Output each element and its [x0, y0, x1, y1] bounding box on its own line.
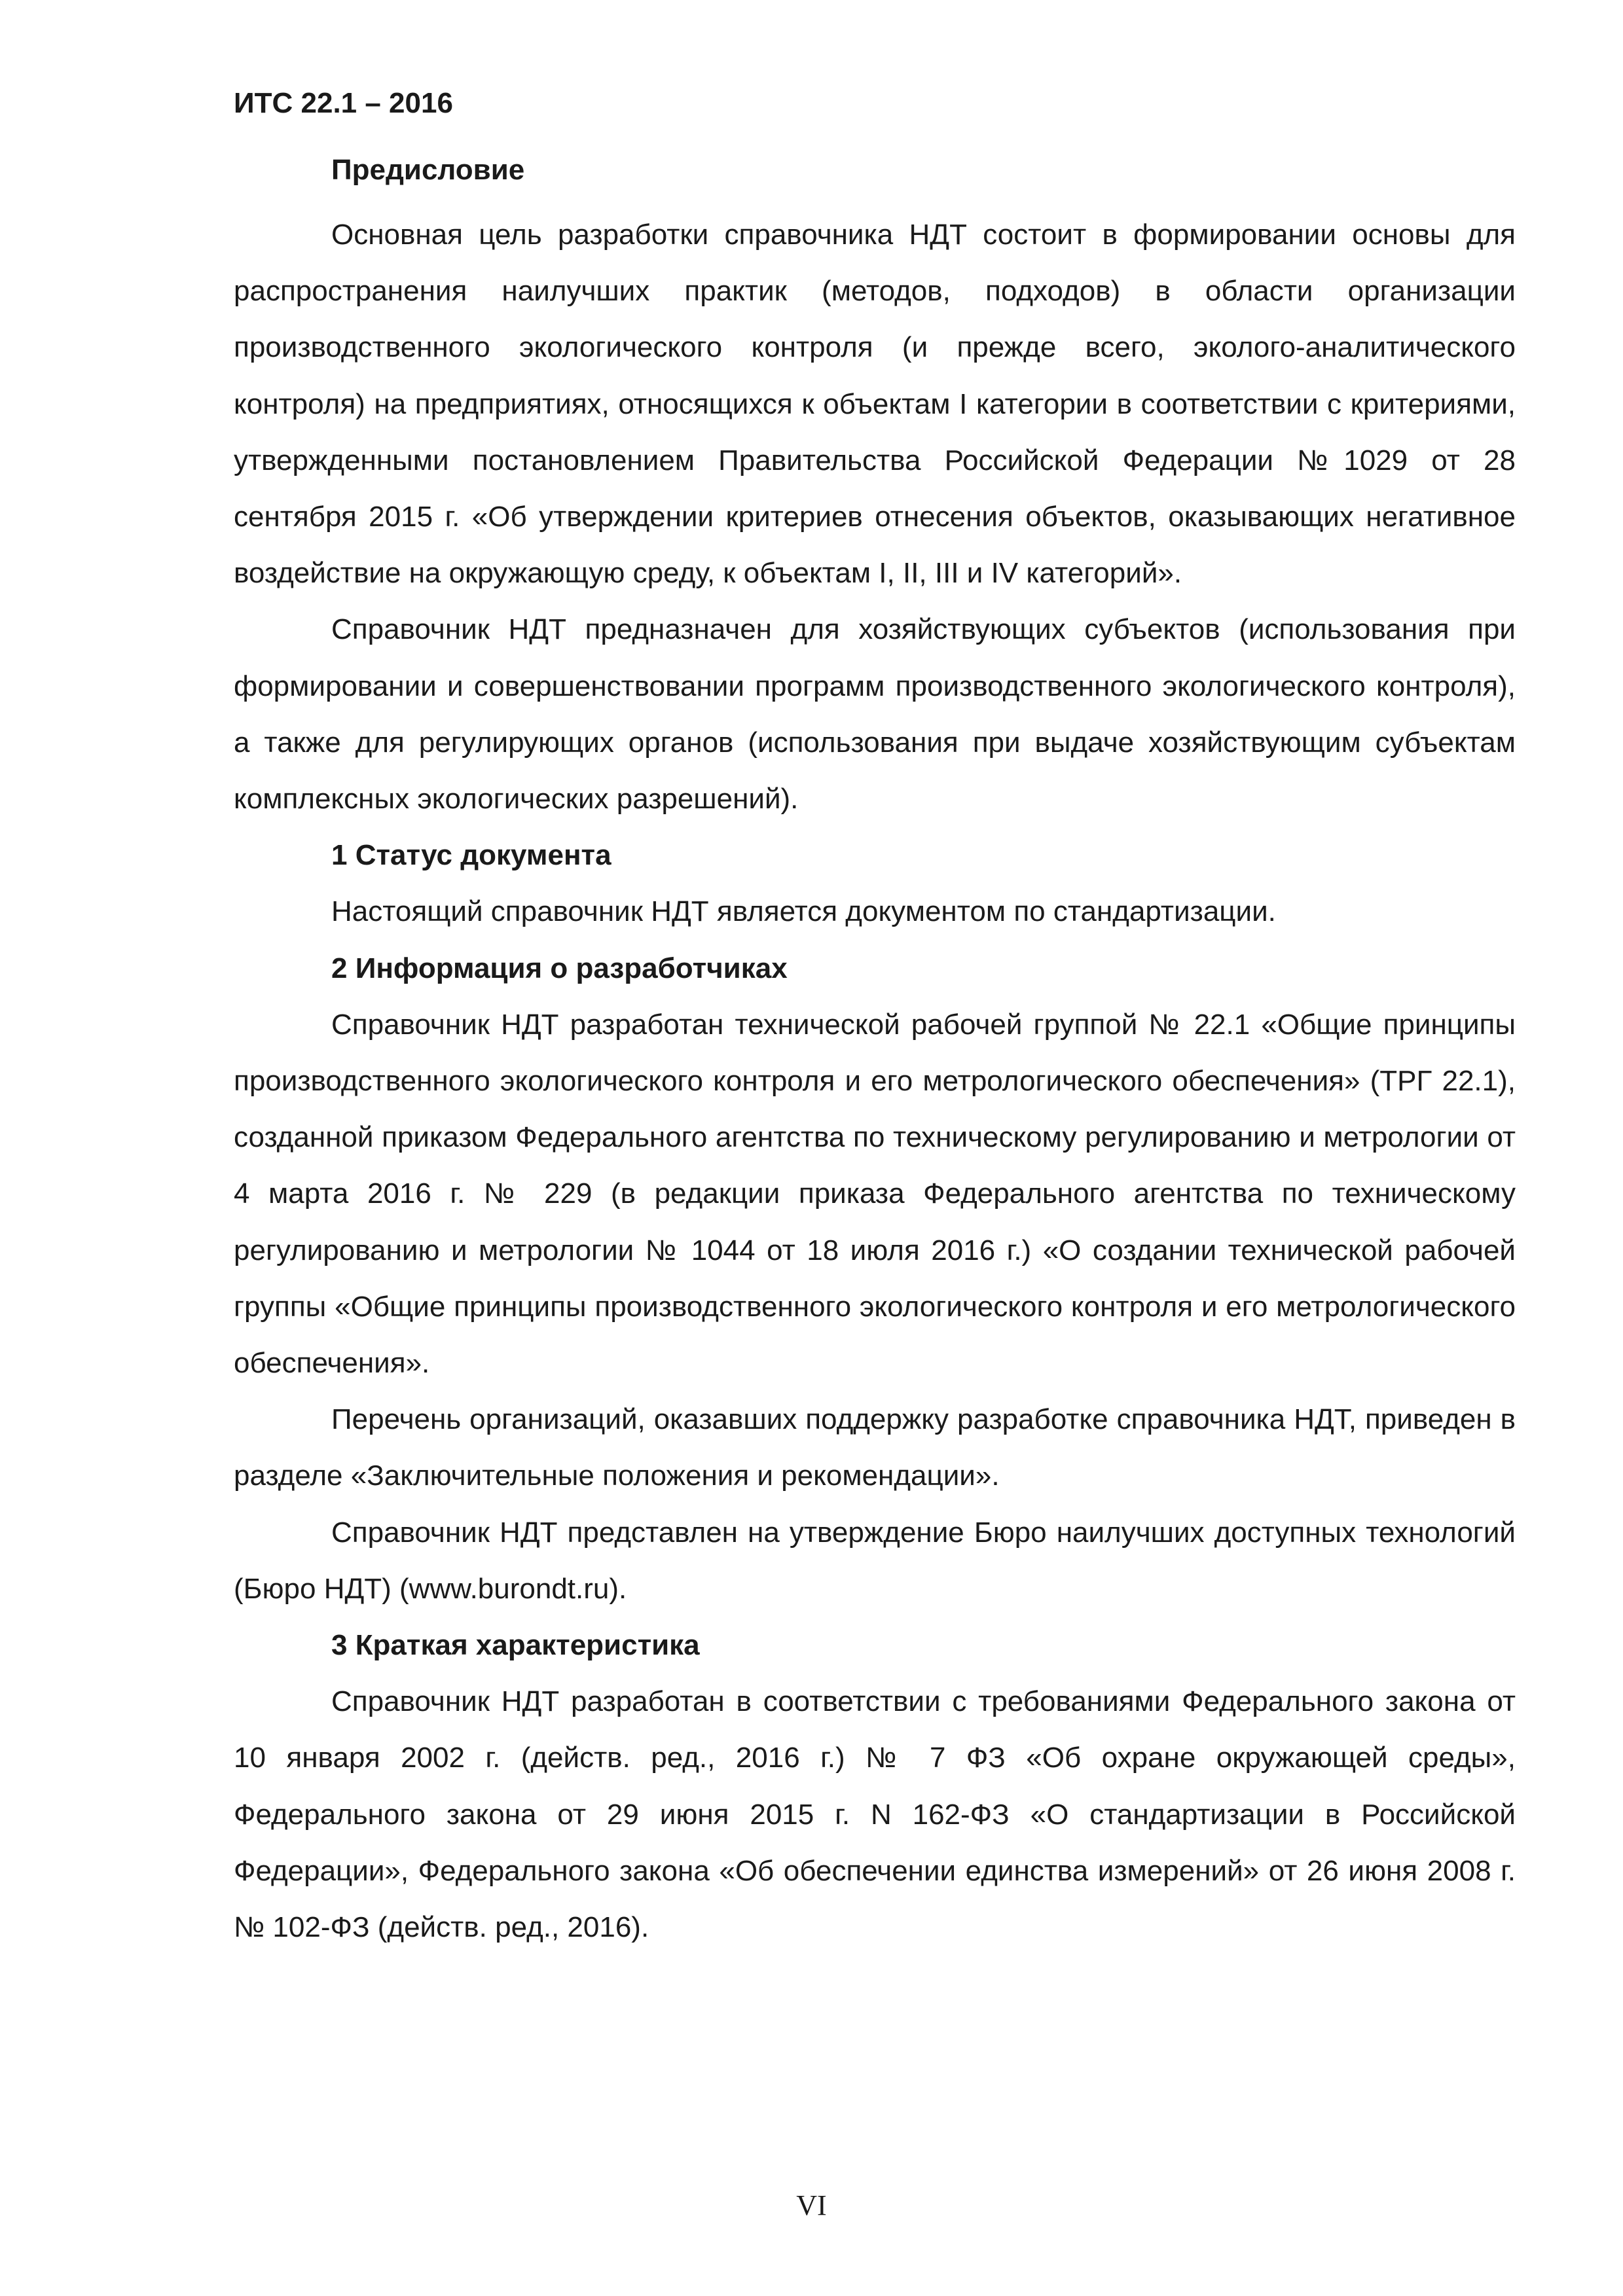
section-title-summary: 3 Краткая характеристика: [331, 1629, 700, 1662]
page-number: VI: [796, 2189, 827, 2221]
section-paragraph: Справочник НДТ разработан в соответствии с требованиями Федерального закона от 10 января 2002 г. (действ. ред., 2016 г.) № 7 ФЗ «Об охране окружающей среды», Федерального закона от 29 июня 2015 г. N 162-ФЗ «О стандартизации в Российской Федерации», Федерального закона «Об обеспечении единства измерений» от 26 июня 2008 г. № 102-ФЗ (действ. ред., 2016).: [234, 1685, 1516, 1944]
section-title-developers: 2 Информация о разработчиках: [331, 952, 788, 984]
document-code-header: ИТС 22.1 – 2016: [234, 87, 453, 119]
section-paragraph: Справочник НДТ представлен на утверждение Бюро наилучших доступных технологий (Бюро НДТ) (www.burondt.ru).: [234, 1516, 1516, 1605]
section-title-status: 1 Статус документа: [331, 839, 611, 872]
preface-paragraph: Основная цель разработки справочника НДТ состоит в формировании основы для распространения наилучших практик (методов, подходов) в области организации производственного экологического контроля (и прежде всего, эколого-аналитического контроля) на предприятиях, относящихся к объектам I категории в соответствии с критериями, утвержденными постановлением Правительства Российской Федерации №1029 от 28 сентября 2015 г. «Об утверждении критериев отнесения объектов, оказывающих негативное воздействие на окружающую среду, к объектам I, II, III и IV категорий».: [234, 219, 1516, 590]
section-paragraph: Перечень организаций, оказавших поддержку разработке справочника НДТ, приведен в разделе «Заключительные положения и рекомендации».: [234, 1403, 1516, 1492]
section-paragraph: Справочник НДТ разработан технической рабочей группой № 22.1 «Общие принципы производственного экологического контроля и его метрологического обеспечения» (ТРГ 22.1), созданной приказом Федерального агентства по техническому регулированию и метрологии от 4 марта 2016 г. № 229 (в редакции приказа Федерального агентства по техническому регулированию и метрологии № 1044 от 18 июля 2016 г.) «О создании технической рабочей группы «Общие принципы производственного экологического контроля и его метрологического обеспечения».: [234, 1008, 1516, 1380]
preface-title: Предисловие: [331, 154, 525, 186]
section-paragraph: Настоящий справочник НДТ является документом по стандартизации.: [331, 895, 1276, 928]
preface-paragraph: Справочник НДТ предназначен для хозяйствующих субъектов (использования при формировании и совершенствовании программ производственного экологического контроля), а также для регулирующих органов (использования при выдаче хозяйствующим субъектам комплексных экологических разрешений).: [234, 613, 1516, 816]
document-body: [234, 151, 1516, 1956]
